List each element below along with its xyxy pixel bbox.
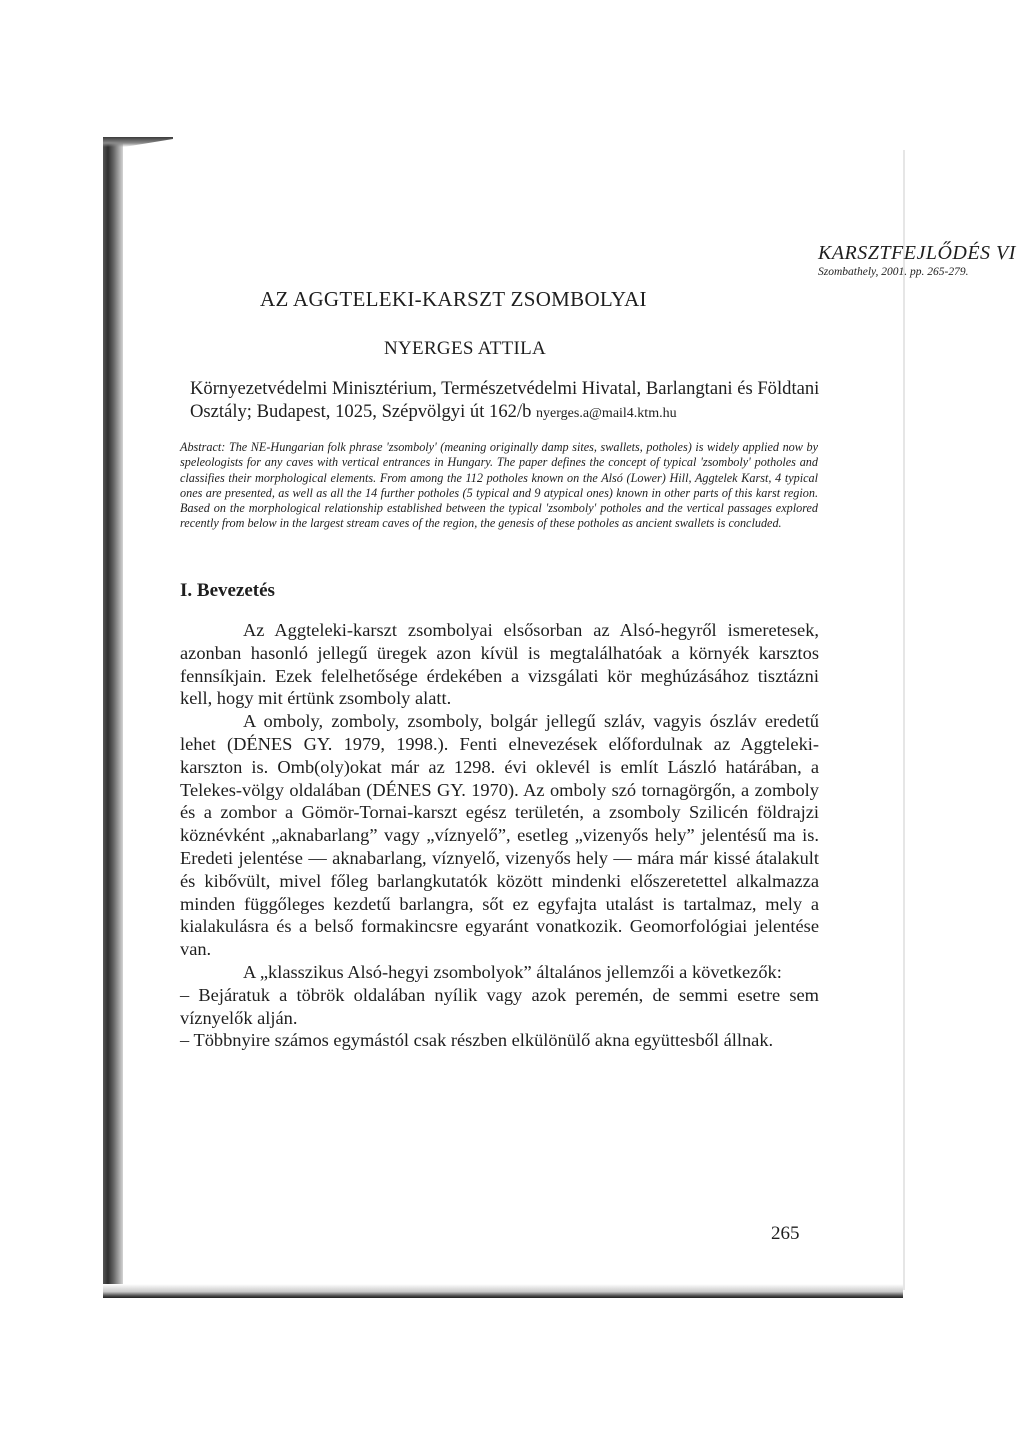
- scan-left-edge: [103, 140, 123, 1298]
- author: NYERGES ATTILA: [384, 338, 546, 359]
- scan-right-edge: [903, 150, 905, 1290]
- abstract: Abstract: The NE-Hungarian folk phrase 'zsomboly' (meaning originally damp sites, swallets, potholes) is widely applied now by speleologists for any caves with vertical entrances in Hungary. The paper defines the concept of typical 'zsomboly' potholes and classifies their morphological elements. From among the 112 potholes known on the Alsó (Lower) Hill, Aggtelek Karst, 4 typical ones are presented, as well as all the 14 further potholes (5 typical and 9 atypical ones) known in other parts of this karst region. Based on the morphological relationship established between the typical 'zsomboly' potholes and the vertical passages explored recently from below in the largest stream caves of the region, the genesis of these potholes as ancient swallets is concluded.: [180, 440, 818, 531]
- page-number: 265: [771, 1223, 800, 1244]
- affiliation-text: Környezetvédelmi Minisztérium, Természetvédelmi Hivatal, Barlangtani és Földtani Osztály; Budapest, 1025, Szépvölgyi út 162/b: [190, 378, 820, 422]
- paragraph: A omboly, zomboly, zsomboly, bolgár jellegű szláv, vagyis ószláv eredetű lehet (DÉNES GY. 1979, 1998.). Fenti elnevezések előfordulnak az Aggteleki-karszton is. Omb(oly)okat már az 1298. évi oklevél is említ László határában, a Telekes-völgy oldalában (DÉNES GY. 1970). Az omboly szó tornagörgőn, a zomboly és a zombor a Gömör-Tornai-karszt egész területén, a zsomboly Szilicén földrajzi köznévként „aknabarlang” vagy „víznyelő”, esetleg „vizenyős hely” jelentésű ma is. Eredeti jelentése — aknabarlang, víznyelő, vizenyős hely — mára már kissé átalakult és kibővült, mivel főleg barlangkutatók között mindenki előszeretettel alkalmazza minden függőleges kezdetű barlangra, sőt ez egyfajta utalást is tartalmaz, mely a kialakulásra és a belső formakincsre egyaránt vonatkozik. Geomorfológiai jelentése van.: [180, 711, 819, 960]
- scan-top-corner: [103, 137, 173, 147]
- affiliation: [190, 377, 840, 425]
- scan-bottom-edge: [103, 1284, 903, 1298]
- journal-reference: Szombathely, 2001. pp. 265-279.: [818, 266, 969, 278]
- article-title: AZ AGGTELEKI-KARSZT ZSOMBOLYAI: [260, 287, 647, 311]
- paragraph: Az Aggteleki-karszt zsombolyai elsősorban az Alsó-hegyről ismeretesek, azonban hasonló jellegű üregek azon kívül is megtalálhatóak a környék karsztos fennsíkjain. Ezek felelhetősége érdekében a vizsgálati kör meghúzásához tisztázni kell, hogy mit értünk zsomboly alatt.: [180, 620, 819, 709]
- section-heading: I. Bevezetés: [180, 580, 275, 601]
- paragraph: A „klasszikus Alsó-hegyi zsombolyok” általános jellemzői a következők:: [243, 961, 782, 982]
- bullet-item: – Többnyire számos egymástól csak részben elkülönülő akna együttesből állnak.: [180, 1030, 774, 1051]
- author-email: nyerges.a@mail4.ktm.hu: [536, 406, 677, 421]
- journal-title: KARSZTFEJLŐDÉS VI: [818, 242, 1016, 264]
- bullet-item: – Bejáratuk a töbrök oldalában nyílik vagy azok peremén, de semmi esetre sem víznyelők alján.: [180, 984, 819, 1028]
- body-text: [180, 619, 819, 1052]
